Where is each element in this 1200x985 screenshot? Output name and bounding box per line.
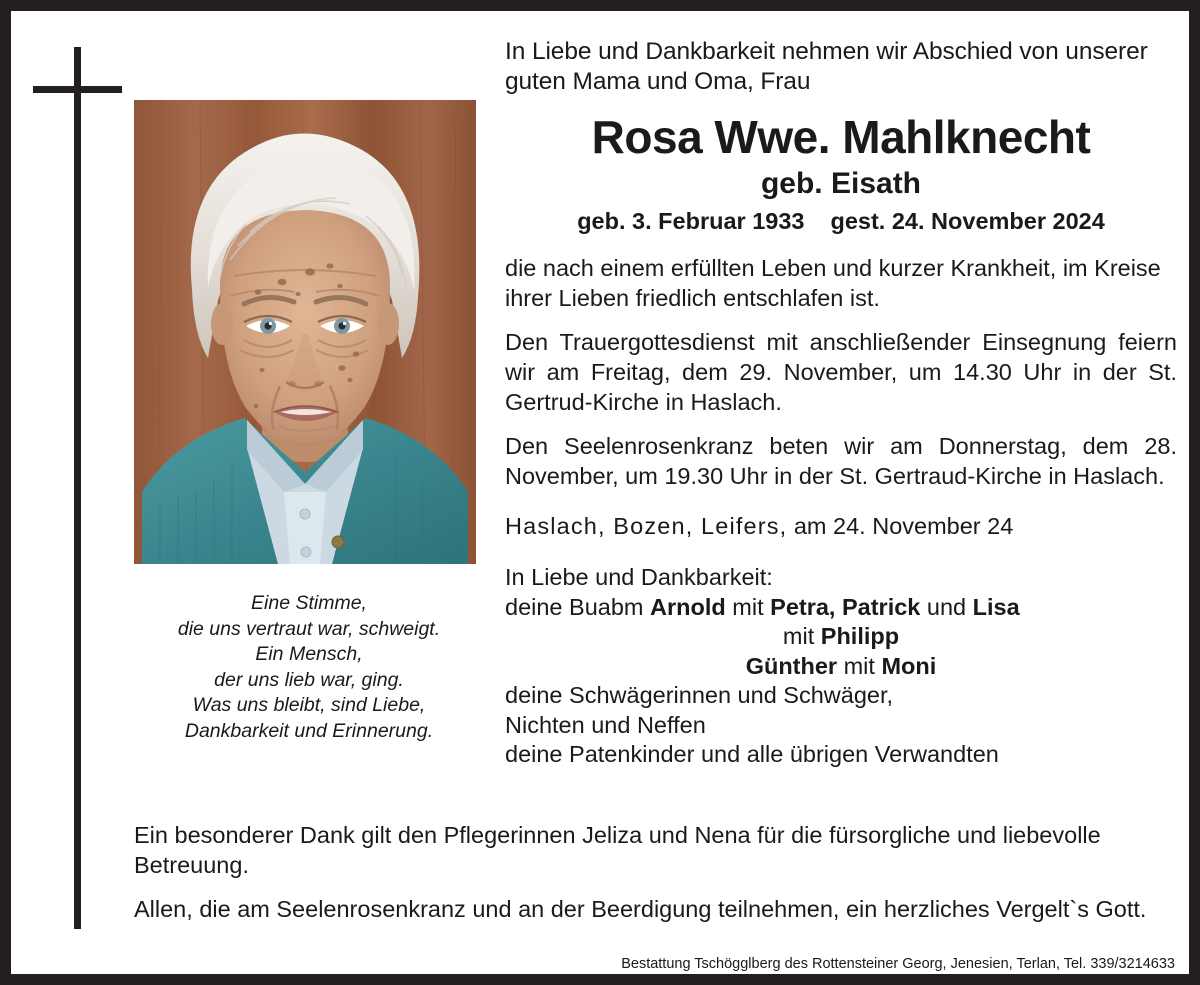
family-line-philipp xyxy=(505,622,1177,652)
family-name-arnold: Arnold xyxy=(650,593,726,620)
intro-text: In Liebe und Dankbarkeit nehmen wir Abschied von unserer guten Mama und Oma, Frau xyxy=(505,38,1148,95)
place-date: am 24. November 24 xyxy=(793,513,1014,539)
family-name-petra-patrick: Petra, Patrick xyxy=(770,593,921,620)
verse-line-3: Ein Mensch, xyxy=(255,643,363,665)
family-line-guenther xyxy=(505,652,1177,682)
family-line-children xyxy=(505,593,1177,623)
family-line-godchildren: deine Patenkinder und alle übrigen Verwandten xyxy=(505,741,999,767)
place-and-date-line xyxy=(505,511,1177,541)
family-text: mit xyxy=(782,623,821,649)
memorial-verse xyxy=(134,591,484,744)
family-name-lisa: Lisa xyxy=(972,593,1020,620)
birth-date: geb. 3. Februar 1933 xyxy=(577,208,805,234)
paragraph-closing-thanks: Allen, die am Seelenrosenkranz und an der Beerdigung teilnehmen, ein herzliches Vergelt`s Gott. xyxy=(134,896,1147,922)
family-block xyxy=(505,563,1177,770)
verse-line-4: der uns lieb war, ging. xyxy=(214,668,404,691)
paragraph-thanks-carers: Ein besonderer Dank gilt den Pflegerinnen Jeliza und Nena für die fürsorgliche und liebevolle Betreuung. xyxy=(134,822,1101,878)
family-heading: In Liebe und Dankbarkeit: xyxy=(505,564,773,590)
portrait-illustration xyxy=(134,100,476,564)
verse-line-1: Eine Stimme, xyxy=(251,592,367,614)
notice-inner xyxy=(11,11,1189,974)
cross-icon-horizontal-bar xyxy=(33,86,122,93)
notice-main-column xyxy=(505,37,1177,770)
closing-block xyxy=(134,820,1177,924)
portrait-photo xyxy=(134,100,476,564)
family-text: und xyxy=(920,593,973,620)
deceased-maiden-name: geb. Eisath xyxy=(760,167,922,200)
family-text: deine Buabm xyxy=(505,593,651,620)
paragraph-rosary: Den Seelenrosenkranz beten wir am Donnerstag, dem 28. November, um 19.30 Uhr in der St. Gertraud-Kirche in Haslach. xyxy=(505,433,1177,489)
family-name-moni: Moni xyxy=(881,652,937,679)
deceased-name: Rosa Wwe. Mahlknecht xyxy=(591,111,1091,163)
paragraph-passing: die nach einem erfüllten Leben und kurzer Krankheit, im Kreise ihrer Lieben friedlich entschlafen ist. xyxy=(505,255,1161,311)
verse-line-5: Was uns bleibt, sind Liebe, xyxy=(192,694,426,716)
family-name-philipp: Philipp xyxy=(820,623,900,649)
place-cities: Haslach, Bozen, Leifers, xyxy=(505,513,788,539)
verse-line-6: Dankbarkeit und Erinnerung. xyxy=(184,719,434,742)
funeral-home-footer: Bestattung Tschögglberg des Rottensteiner Georg, Jenesien, Terlan, Tel. 339/3214633 xyxy=(621,956,1175,972)
family-text: mit xyxy=(837,652,882,679)
paragraph-funeral-service: Den Trauergottesdienst mit anschließender Einsegnung feiern wir am Freitag, dem 29. November, um 14.30 Uhr in der St. Gertrud-Kirche in Haslach. xyxy=(505,329,1177,415)
family-name-guenther: Günther xyxy=(745,652,838,679)
life-dates xyxy=(505,205,1177,237)
death-date: gest. 24. November 2024 xyxy=(830,208,1105,234)
family-line-nieces-nephews: Nichten und Neffen xyxy=(505,711,706,738)
family-text: mit xyxy=(725,593,771,620)
verse-line-2: die uns vertraut war, schweigt. xyxy=(177,617,441,640)
cross-icon-vertical-bar xyxy=(74,47,81,929)
family-line-inlaws: deine Schwägerinnen und Schwäger, xyxy=(505,682,894,708)
